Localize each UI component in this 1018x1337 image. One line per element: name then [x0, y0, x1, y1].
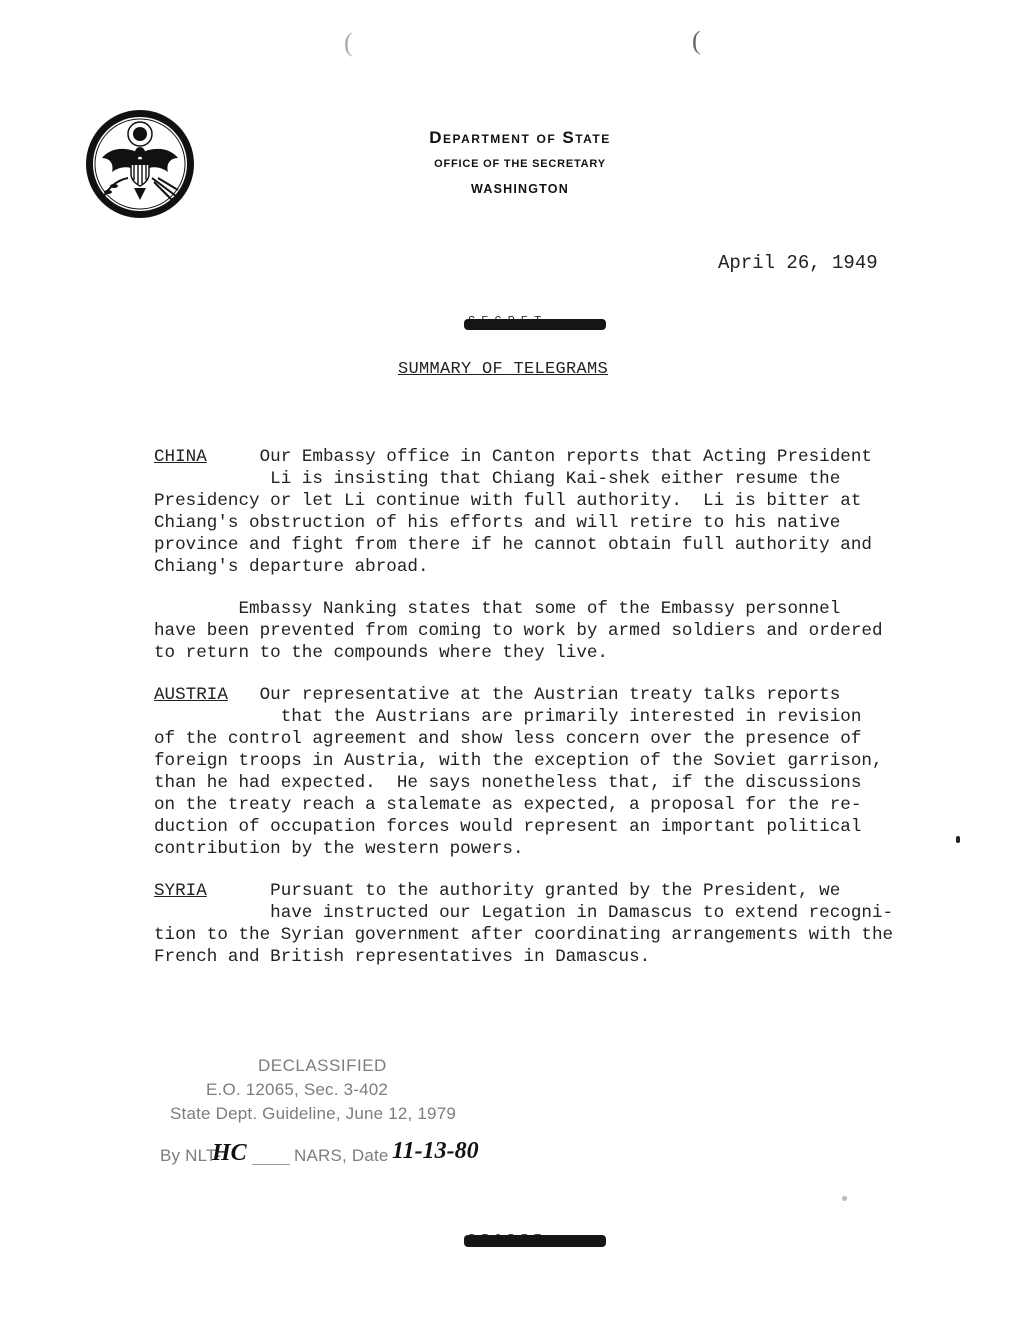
text-line: Chiang's departure abroad. [154, 557, 429, 577]
text-line: Chiang's obstruction of his efforts and will retire to his native [154, 513, 841, 533]
page-edge-mark: ( [692, 26, 701, 55]
summary-heading: SUMMARY OF TELEGRAMS [398, 360, 609, 379]
declassified-stamp-title: DECLASSIFIED [258, 1056, 387, 1075]
text-line: on the treaty reach a stalemate as expected, a proposal for the re- [154, 795, 862, 815]
text-line: of the control agreement and show less concern over the presence of [154, 729, 862, 749]
classification-top [464, 312, 606, 336]
text-line: Embassy Nanking states that some of the Embassy personnel [154, 599, 841, 619]
speck-mark [842, 1196, 847, 1201]
declassified-stamp-guideline: State Dept. Guideline, June 12, 1979 [170, 1104, 457, 1123]
section-syria [154, 880, 914, 968]
page-edge-mark: ( [344, 28, 353, 57]
country-label-austria: AUSTRIA [154, 685, 228, 705]
declassified-stamp-eo: E.O. 12065, Sec. 3-402 [206, 1080, 389, 1099]
stamp-by-label: By NLT- [160, 1146, 222, 1165]
declassified-stamp-authority [160, 1140, 500, 1174]
text-line: foreign troops in Austria, with the exception of the Soviet garrison, [154, 751, 883, 771]
redaction-bar [464, 1235, 606, 1247]
handwritten-date: 11-13-80 [392, 1138, 479, 1164]
redaction-bar [464, 319, 606, 330]
letterhead-city: WASHINGTON [471, 182, 569, 196]
section-china [154, 446, 914, 578]
text-line: than he had expected. He says nonetheless that, if the discussions [154, 773, 862, 793]
text-line: have been prevented from coming to work by armed soldiers and ordered [154, 621, 883, 641]
section-austria [154, 684, 914, 860]
section-first-line: Our representative at the Austrian treaty talks reports [259, 685, 841, 705]
classification-bottom [464, 1228, 606, 1252]
text-line: contribution by the western powers. [154, 839, 524, 859]
text-line: to return to the compounds where they live. [154, 643, 608, 663]
handwritten-initials: HC [212, 1140, 247, 1166]
stamp-blank-line [252, 1164, 290, 1165]
country-label-syria: SYRIA [154, 881, 207, 901]
text-line: duction of occupation forces would represent an important political [154, 817, 862, 837]
section-china-nanking [154, 598, 914, 664]
text-line: have instructed our Legation in Damascus to extend recogni- [154, 903, 894, 923]
text-line: Li is insisting that Chiang Kai-shek either resume the [154, 469, 841, 489]
document-date: April 26, 1949 [718, 252, 878, 274]
letterhead-department: Department of State [429, 128, 611, 147]
text-line: that the Austrians are primarily interested in revision [154, 707, 862, 727]
margin-mark [956, 836, 960, 843]
letterhead-office: OFFICE OF THE SECRETARY [434, 158, 606, 170]
section-first-line: Our Embassy office in Canton reports that Acting President [259, 447, 872, 467]
text-line: province and fight from there if he cannot obtain full authority and [154, 535, 872, 555]
text-line: French and British representatives in Damascus. [154, 947, 651, 967]
country-label-china: CHINA [154, 447, 207, 467]
great-seal-eagle-icon [84, 108, 196, 220]
text-line: tion to the Syrian government after coordinating arrangements with the [154, 925, 894, 945]
stamp-nars-label: NARS, Date [294, 1146, 389, 1165]
section-first-line: Pursuant to the authority granted by the President, we [270, 881, 841, 901]
text-line: Presidency or let Li continue with full authority. Li is bitter at [154, 491, 862, 511]
